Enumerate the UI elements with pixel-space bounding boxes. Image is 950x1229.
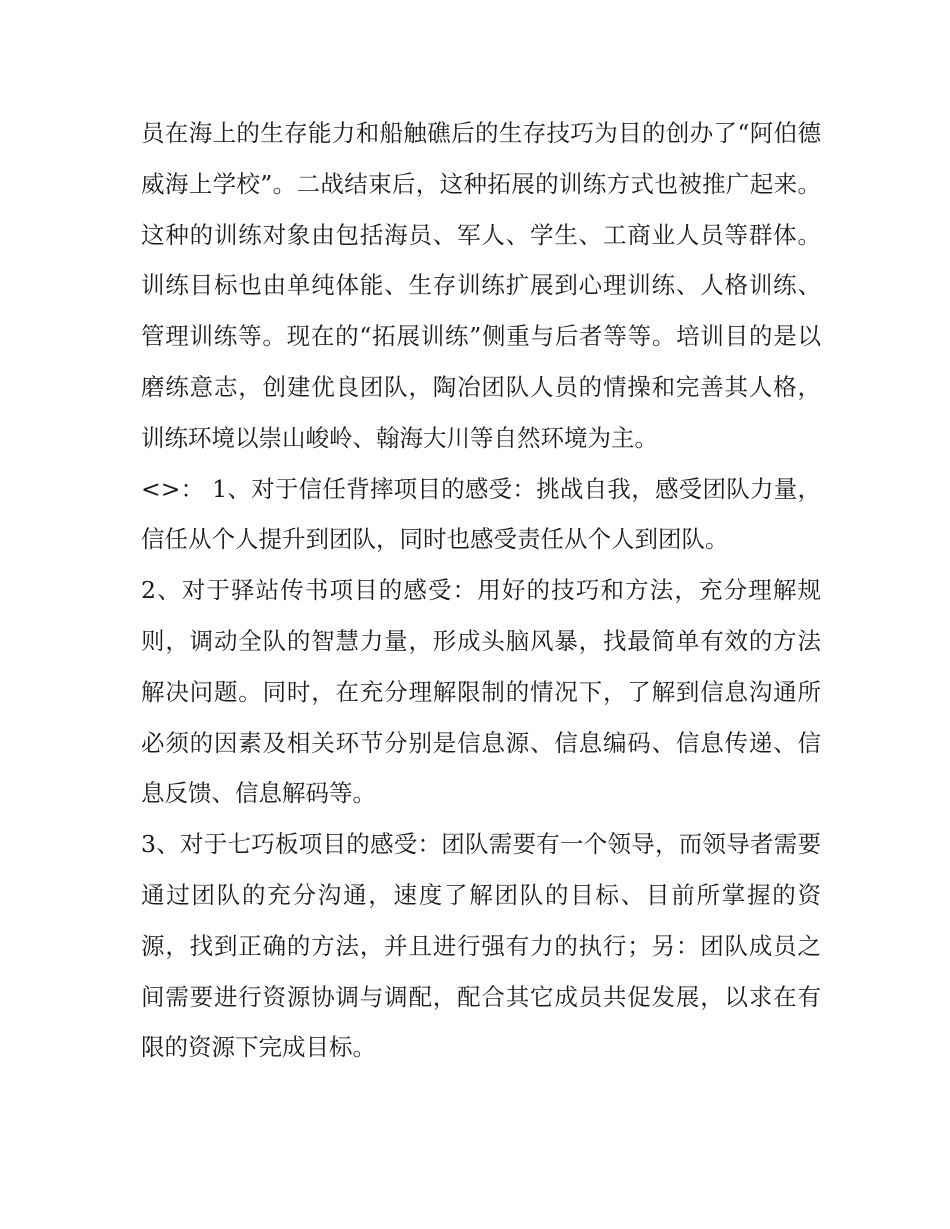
paragraph-trust-fall: <>： 1、对于信任背摔项目的感受：挑战自我，感受团队力量，信任从个人提升到团队，同时也感受责任从个人到团队。 — [141, 474, 821, 554]
paragraph-relay-message: 2、对于驿站传书项目的感受：用好的技巧和方法，充分理解规则，调动全队的智慧力量，形成头脑风暴，找最简单有效的方法解决问题。同时，在充分理解限制的情况下，了解到信息沟通所必须的因素及相关环节分别是信息源、信息编码、信息传递、信息反馈、信息解码等。 — [141, 576, 821, 808]
paragraph-tangram: 3、对于七巧板项目的感受：团队需要有一个领导，而领导者需要通过团队的充分沟通，速度了解团队的目标、目前所掌握的资源，找到正确的方法，并且进行强有力的执行；另：团队成员之间需要进行资源协调与调配，配合其它成员共促发展，以求在有限的资源下完成目标。 — [141, 830, 821, 1062]
paragraph-intro: 员在海上的生存能力和船触礁后的生存技巧为目的创办了“阿伯德威海上学校”。二战结束后，这种拓展的训练方式也被推广起来。这种的训练对象由包括海员、军人、学生、工商业人员等群体。训练目标也由单纯体能、生存训练扩展到心理训练、人格训练、管理训练等。现在的“拓展训练”侧重与后者等等。培训目的是以磨练意志，创建优良团队，陶冶团队人员的情操和完善其人格，训练环境以崇山峻岭、翰海大川等自然环境为主。 — [141, 119, 821, 452]
document-body — [141, 108, 821, 1073]
